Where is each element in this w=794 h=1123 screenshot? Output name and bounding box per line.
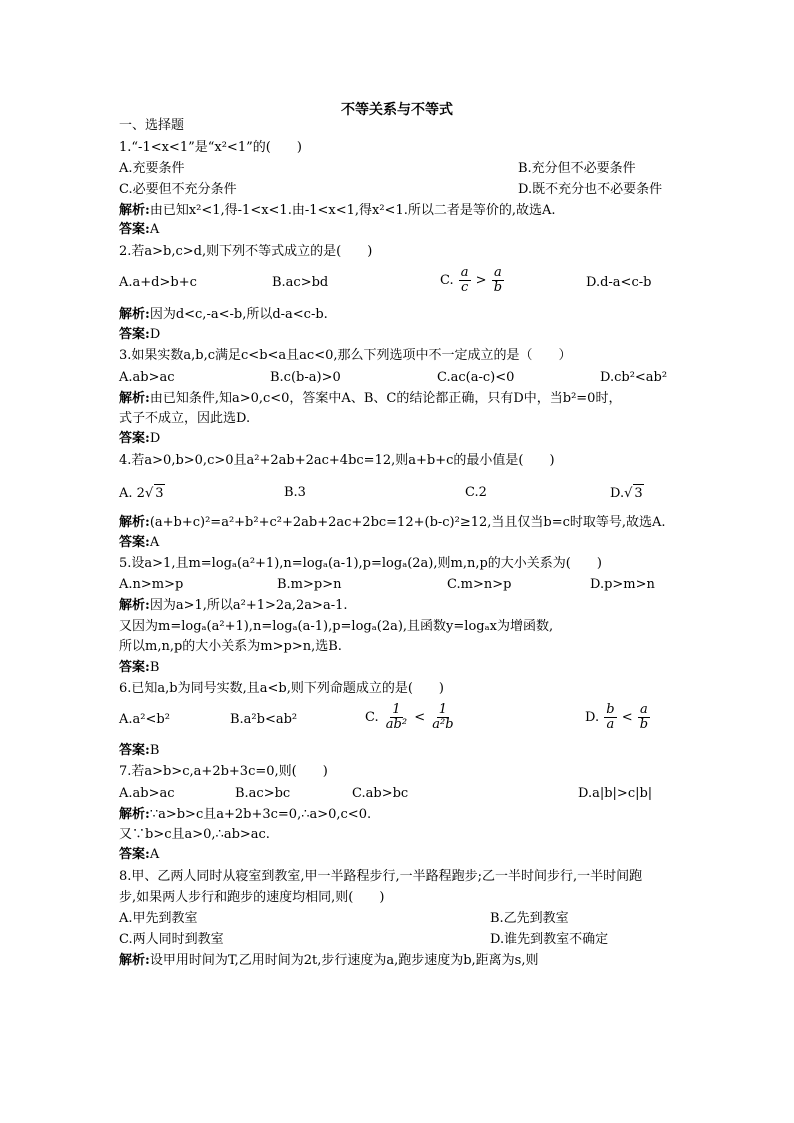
q7-option-a: A.ab>ac <box>119 786 175 801</box>
operator: < <box>414 710 426 725</box>
analysis-label: 解析: <box>119 203 150 218</box>
q2-option-b: B.ac>bd <box>272 275 329 290</box>
analysis-label: 解析: <box>119 391 150 406</box>
q5-answer <box>119 659 159 677</box>
q6-option-b: B.a²b<ab² <box>230 712 298 727</box>
option-prefix: D. <box>585 710 600 725</box>
q1-option-d: D.既不充分也不必要条件 <box>518 182 663 197</box>
sqrt-icon: √ <box>144 486 154 501</box>
answer-value: B <box>149 660 160 675</box>
q6-option-c <box>365 703 457 732</box>
q2-stem: 2.若a>b,c>d,则下列不等式成立的是( ) <box>119 244 373 259</box>
answer-label: 答案: <box>119 847 150 862</box>
q5-option-b: B.m>p>n <box>277 577 342 592</box>
q5-option-a: A.n>m>p <box>119 577 184 592</box>
q6-stem: 6.已知a,b为同号实数,且a<b,则下列命题成立的是( ) <box>119 681 444 696</box>
fraction-numerator: 1 <box>438 702 448 717</box>
q7-option-c: C.ab>bc <box>352 786 409 801</box>
q2-option-a: A.a+d>b+c <box>119 275 197 290</box>
fraction-denominator: b <box>493 280 503 295</box>
q6-option-d <box>585 703 651 732</box>
fraction-numerator: 1 <box>392 702 401 717</box>
fraction-denominator: a <box>606 717 615 732</box>
q4-stem: 4.若a>0,b>0,c>0且a²+2ab+2ac+4bc=12,则a+b+c的最小值是( ) <box>119 453 555 468</box>
q6-option-a: A.a²<b² <box>119 712 170 727</box>
fraction-numerator: b <box>606 702 615 717</box>
answer-label: 答案: <box>119 222 150 237</box>
fraction-denominator: b <box>639 717 649 732</box>
fraction <box>638 703 650 732</box>
q7-analysis <box>119 806 371 824</box>
q3-option-b: B.c(b-a)>0 <box>270 370 341 385</box>
operator: < <box>621 710 633 725</box>
analysis-text: 因为a>1,所以a²+1>2a,2a>a-1. <box>149 598 348 613</box>
analysis-text: 因为d<c,-a<-b,所以d-a<c-b. <box>149 307 328 322</box>
q2-option-d: D.d-a<c-b <box>586 275 652 290</box>
operator: > <box>475 273 487 288</box>
q3-answer <box>119 430 160 448</box>
q4-option-c: C.2 <box>465 485 487 500</box>
q7-option-b: B.ac>bc <box>235 786 291 801</box>
analysis-text: (a+b+c)²=a²+b²+c²+2ab+2ac+2bc=12+(b-c)²≥12,当且仅当b=c时取等号,故选A. <box>149 515 666 530</box>
q1-answer <box>119 221 159 239</box>
q2-analysis <box>119 306 328 324</box>
fraction-denominator: ab² <box>385 717 408 732</box>
fraction-numerator: a <box>494 265 502 280</box>
analysis-label: 解析: <box>119 598 150 613</box>
fraction <box>459 266 471 295</box>
answer-label: 答案: <box>119 327 150 342</box>
q3-stem: 3.如果实数a,b,c满足c<b<a且ac<0,那么下列选项中不一定成立的是（ ） <box>119 348 572 363</box>
q8-option-b: B.乙先到教室 <box>490 911 569 926</box>
q5-analysis-cont: 又因为m=logₐ(a²+1),n=logₐ(a-1),p=logₐ(2a),且函数y=logₐx为增函数, <box>119 619 554 634</box>
q3-option-a: A.ab>ac <box>119 370 175 385</box>
answer-label: 答案: <box>119 743 150 758</box>
q3-analysis <box>119 390 621 408</box>
q5-option-d: D.p>m>n <box>590 577 655 592</box>
fraction <box>604 703 616 732</box>
q1-option-a: A.充要条件 <box>119 161 185 176</box>
answer-value: A <box>149 535 160 550</box>
q1-analysis <box>119 202 556 220</box>
q4-answer <box>119 534 159 552</box>
fraction-numerator: a <box>640 702 648 717</box>
option-prefix: D. <box>610 486 625 501</box>
section-heading: 一、选择题 <box>119 118 185 133</box>
q2-option-c <box>440 266 505 295</box>
q3-analysis-cont: 式子不成立，因此选D. <box>119 411 251 426</box>
radicand: 3 <box>155 486 164 501</box>
q8-analysis <box>119 952 538 970</box>
answer-value: D <box>149 431 161 446</box>
q7-analysis-cont: 又∵b>c且a>0,∴ab>ac. <box>119 827 270 842</box>
analysis-text: ∵a>b>c且a+2b+3c=0,∴a>0,c<0. <box>149 807 372 822</box>
q7-stem: 7.若a>b>c,a+2b+3c=0,则( ) <box>119 764 328 779</box>
q4-option-a <box>119 484 165 503</box>
q5-analysis <box>119 597 348 615</box>
answer-value: D <box>149 327 161 342</box>
q5-stem: 5.设a>1,且m=logₐ(a²+1),n=logₐ(a-1),p=logₐ(2a),则m,n,p的大小关系为( ) <box>119 556 602 571</box>
q6-answer <box>119 742 159 760</box>
q8-stem: 8.甲、乙两人同时从寝室到教室,甲一半路程步行,一半路程跑步;乙一半时间步行,一半时间跑 <box>119 869 643 884</box>
q5-option-c: C.m>n>p <box>447 577 512 592</box>
fraction <box>492 266 504 295</box>
fraction-denominator: a²b <box>432 717 454 732</box>
q8-stem-cont: 步,如果两人步行和跑步的速度均相同,则( ) <box>119 890 385 905</box>
q4-option-b: B.3 <box>284 485 306 500</box>
q7-option-d: D.a|b|>c|b| <box>578 786 653 801</box>
q3-option-c: C.ac(a-c)<0 <box>437 370 515 385</box>
answer-value: A <box>149 847 160 862</box>
q7-answer <box>119 846 159 864</box>
q8-option-c: C.两人同时到教室 <box>119 932 224 947</box>
analysis-text: 由已知x²<1,得-1<x<1.由-1<x<1,得x²<1.所以二者是等价的,故选A. <box>149 203 556 218</box>
answer-value: A <box>149 222 160 237</box>
analysis-text: 设甲用时间为T,乙用时间为2t,步行速度为a,跑步速度为b,距离为s,则 <box>149 953 539 968</box>
option-prefix: C. <box>440 273 454 288</box>
q3-option-d: D.cb²<ab² <box>600 370 668 385</box>
answer-value: B <box>149 743 160 758</box>
q8-option-a: A.甲先到教室 <box>119 911 198 926</box>
option-prefix: C. <box>365 710 379 725</box>
q5-analysis-cont2: 所以m,n,p的大小关系为m>p>n,选B. <box>119 639 342 654</box>
fraction <box>384 703 409 732</box>
fraction <box>430 703 455 732</box>
q4-option-d <box>610 484 644 503</box>
q1-option-c: C.必要但不充分条件 <box>119 182 237 197</box>
answer-label: 答案: <box>119 431 150 446</box>
q4-analysis <box>119 514 666 532</box>
sqrt-icon: √ <box>624 486 633 501</box>
page-title: 不等关系与不等式 <box>341 102 453 118</box>
q1-option-b: B.充分但不必要条件 <box>518 161 636 176</box>
analysis-label: 解析: <box>119 807 150 822</box>
q1-stem: 1.“-1<x<1”是“x²<1”的( ) <box>119 140 302 155</box>
answer-label: 答案: <box>119 660 150 675</box>
fraction-numerator: a <box>460 265 469 280</box>
analysis-label: 解析: <box>119 953 150 968</box>
analysis-label: 解析: <box>119 515 150 530</box>
radicand: 3 <box>634 486 643 501</box>
analysis-text: 由已知条件,知a>0,c<0，答案中A、B、C的结论都正确，只有D中，当b²=0时， <box>149 391 622 406</box>
q8-option-d: D.谁先到教室不确定 <box>490 932 609 947</box>
q2-answer <box>119 326 160 344</box>
answer-label: 答案: <box>119 535 150 550</box>
option-prefix: A. 2 <box>119 486 145 501</box>
fraction-denominator: c <box>461 280 469 295</box>
analysis-label: 解析: <box>119 307 150 322</box>
